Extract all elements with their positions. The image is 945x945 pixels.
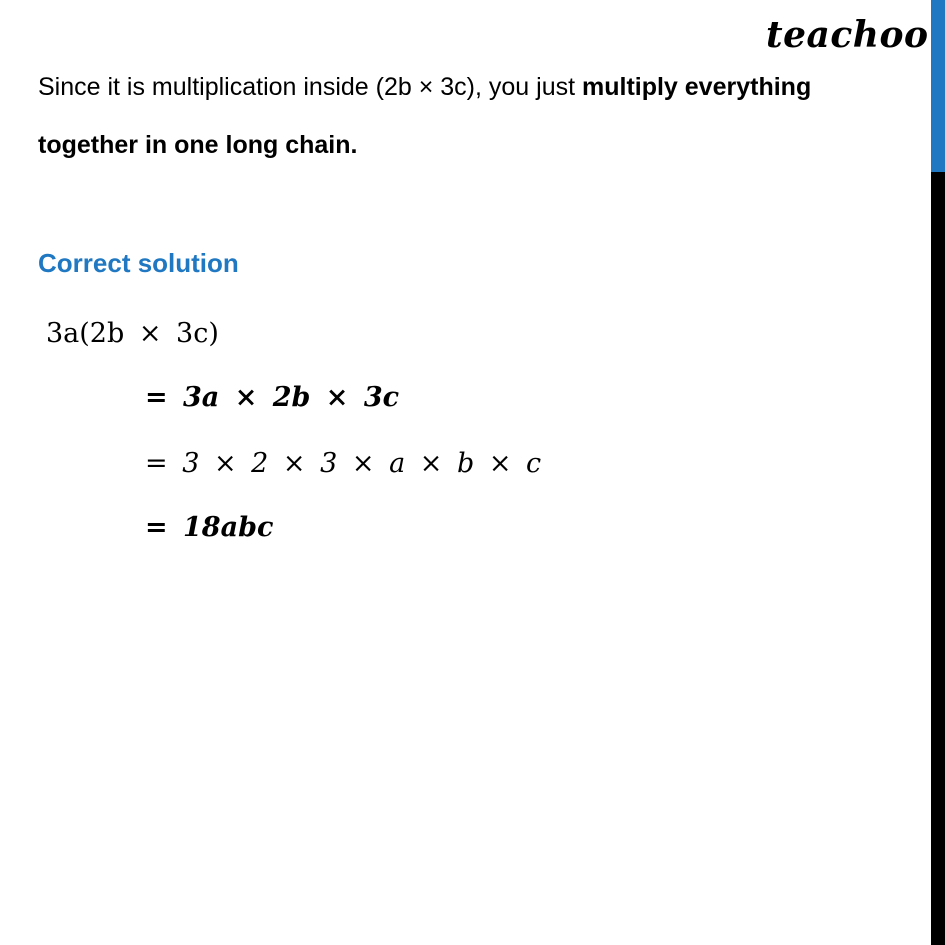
intro-bold-text: multiply everything together in one long chain. (38, 73, 812, 159)
side-accent-bar (931, 0, 945, 945)
solution-line-step-1: = 3a × 2b × 3c (145, 382, 400, 413)
solution-line-expression: 3a(2b × 3c) (46, 318, 219, 349)
solution-line-result: = 18abc (145, 512, 274, 543)
intro-paragraph (38, 58, 918, 174)
intro-text: Since it is multiplication inside (2b × 3c), you just (38, 73, 582, 101)
section-heading: Correct solution (38, 248, 239, 278)
side-accent-highlight (931, 0, 945, 172)
solution-line-step-2: = 3 × 2 × 3 × a × b × c (145, 448, 542, 479)
teachoo-logo: teachoo (766, 14, 929, 56)
